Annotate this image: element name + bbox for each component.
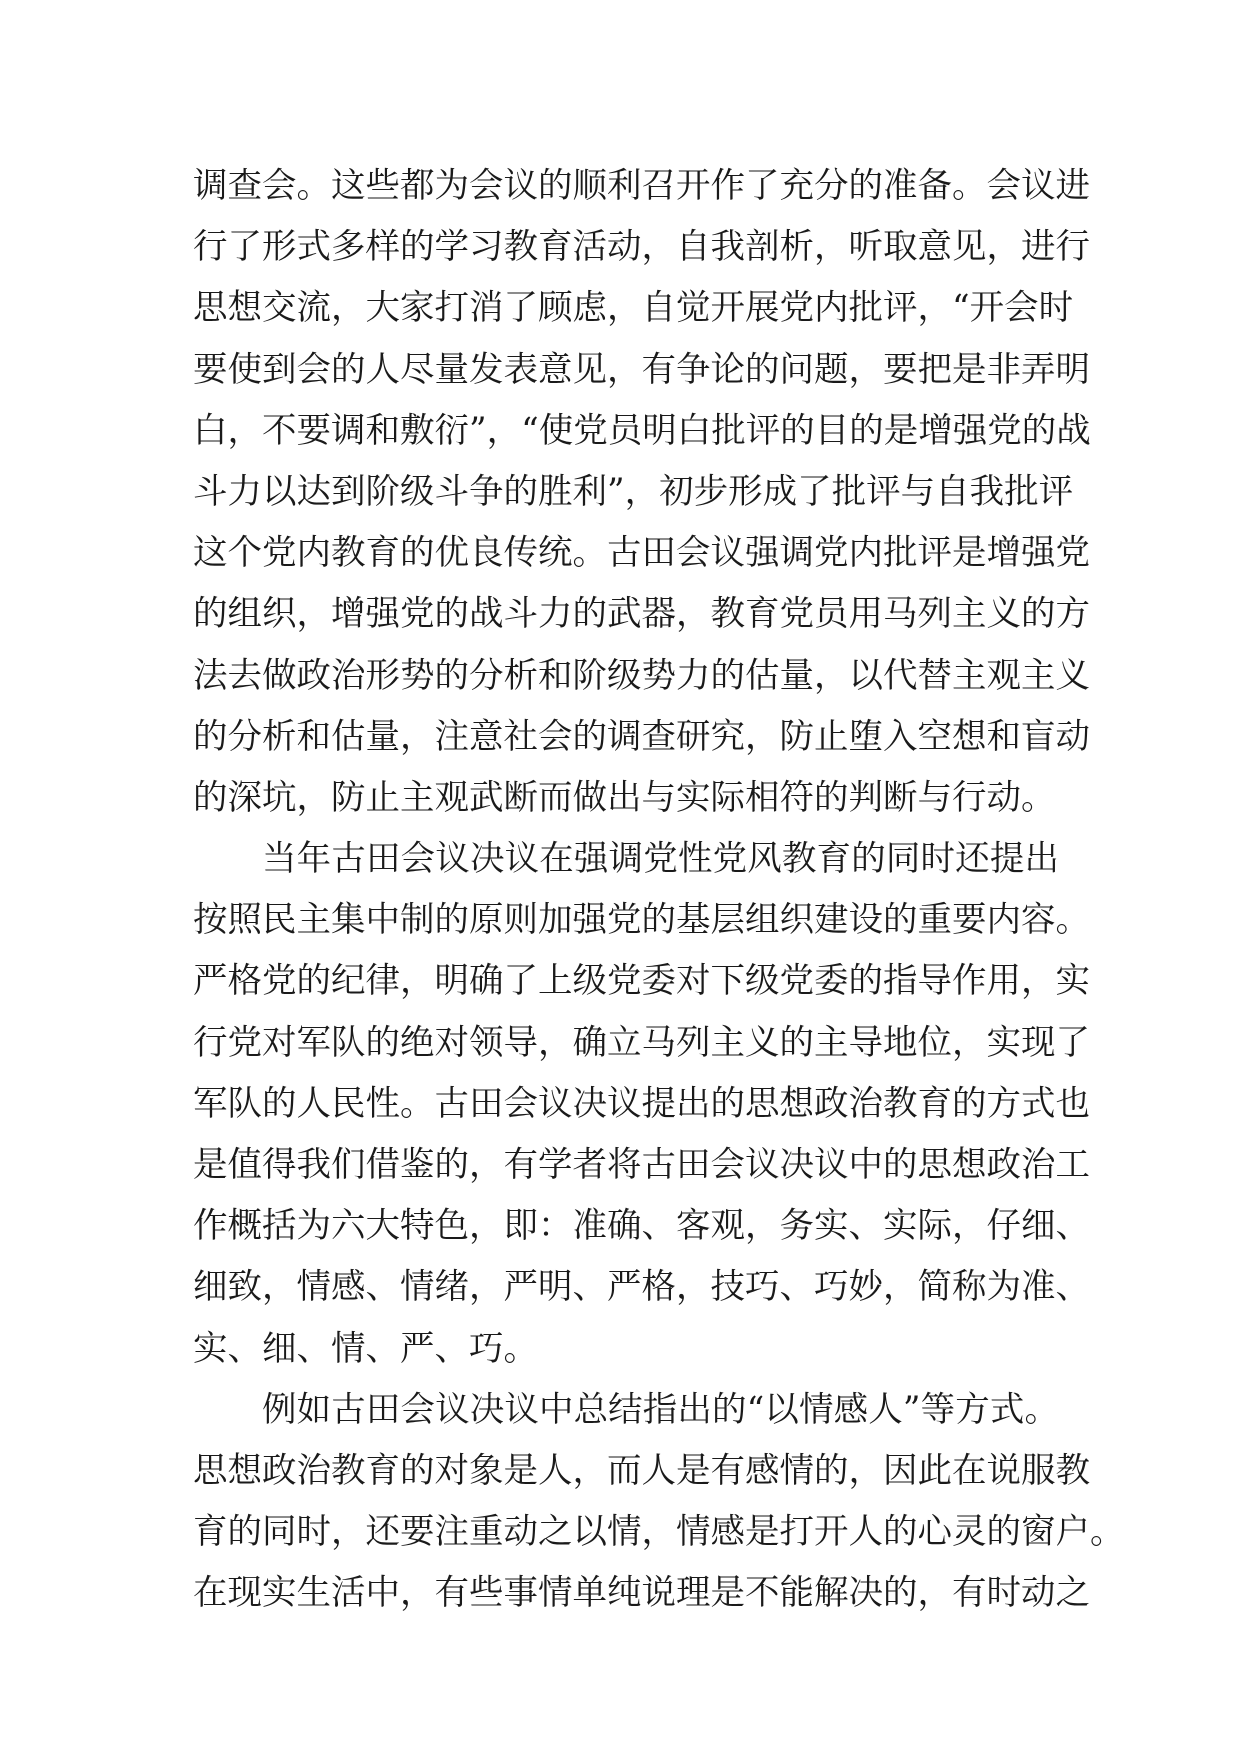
text-line: 行党对军队的绝对领导，确立马列主义的主导地位，实现了: [193, 1022, 1090, 1063]
text-line: 的分析和估量，注意社会的调查研究，防止堕入空想和盲动: [193, 716, 1090, 757]
text-line: 斗力以达到阶级斗争的胜利”，初步形成了批评与自我批评: [193, 471, 1074, 512]
text-line: 要使到会的人尽量发表意见，有争论的问题，要把是非弄明: [193, 349, 1090, 390]
text-line: 白，不要调和敷衍”，“使党员明白批评的目的是增强党的战: [193, 410, 1091, 451]
text-line: 是值得我们借鉴的，有学者将古田会议决议中的思想政治工: [193, 1145, 1090, 1185]
text-line: 育的同时，还要注重动之以情，情感是打开人的心灵的窗户。: [193, 1512, 1125, 1553]
text-line: 的组织，增强党的战斗力的武器，教育党员用马列主义的方: [193, 594, 1090, 635]
text-line: 作概括为六大特色，即：准确、客观，务实、实际，仔细、: [193, 1206, 1090, 1247]
text-line: 法去做政治形势的分析和阶级势力的估量，以代替主观主义: [193, 655, 1090, 696]
text-line: 细致，情感、情绪，严明、严格，技巧、巧妙，简称为准、: [193, 1267, 1090, 1308]
text-line: 当年古田会议决议在强调党性党风教育的同时还提出: [262, 839, 1059, 880]
text-line: 这个党内教育的优良传统。古田会议强调党内批评是增强党: [193, 533, 1090, 574]
text-line: 在现实生活中，有些事情单纯说理是不能解决的，有时动之: [193, 1573, 1090, 1614]
text-line: 思想政治教育的对象是人，而人是有感情的，因此在说服教: [193, 1450, 1090, 1491]
text-line: 实、细、情、严、巧。: [193, 1328, 538, 1369]
text-line: 行了形式多样的学习教育活动，自我剖析，听取意见，进行: [193, 227, 1090, 268]
body-text: [193, 156, 1125, 1625]
text-line: 严格党的纪律，明确了上级党委对下级党委的指导作用，实: [193, 961, 1090, 1002]
text-line: 按照民主集中制的原则加强党的基层组织建设的重要内容。: [193, 900, 1090, 941]
text-line: 思想交流，大家打消了顾虑，自觉开展党内批评，“开会时: [193, 288, 1074, 329]
text-line: 的深坑，防止主观武断而做出与实际相符的判断与行动。: [193, 777, 1056, 818]
text-line: 例如古田会议决议中总结指出的“以情感人”等方式。: [262, 1389, 1059, 1430]
text-line: 军队的人民性。古田会议决议提出的思想政治教育的方式也: [193, 1083, 1090, 1124]
text-line: 调查会。这些都为会议的顺利召开作了充分的准备。会议进: [193, 166, 1090, 206]
